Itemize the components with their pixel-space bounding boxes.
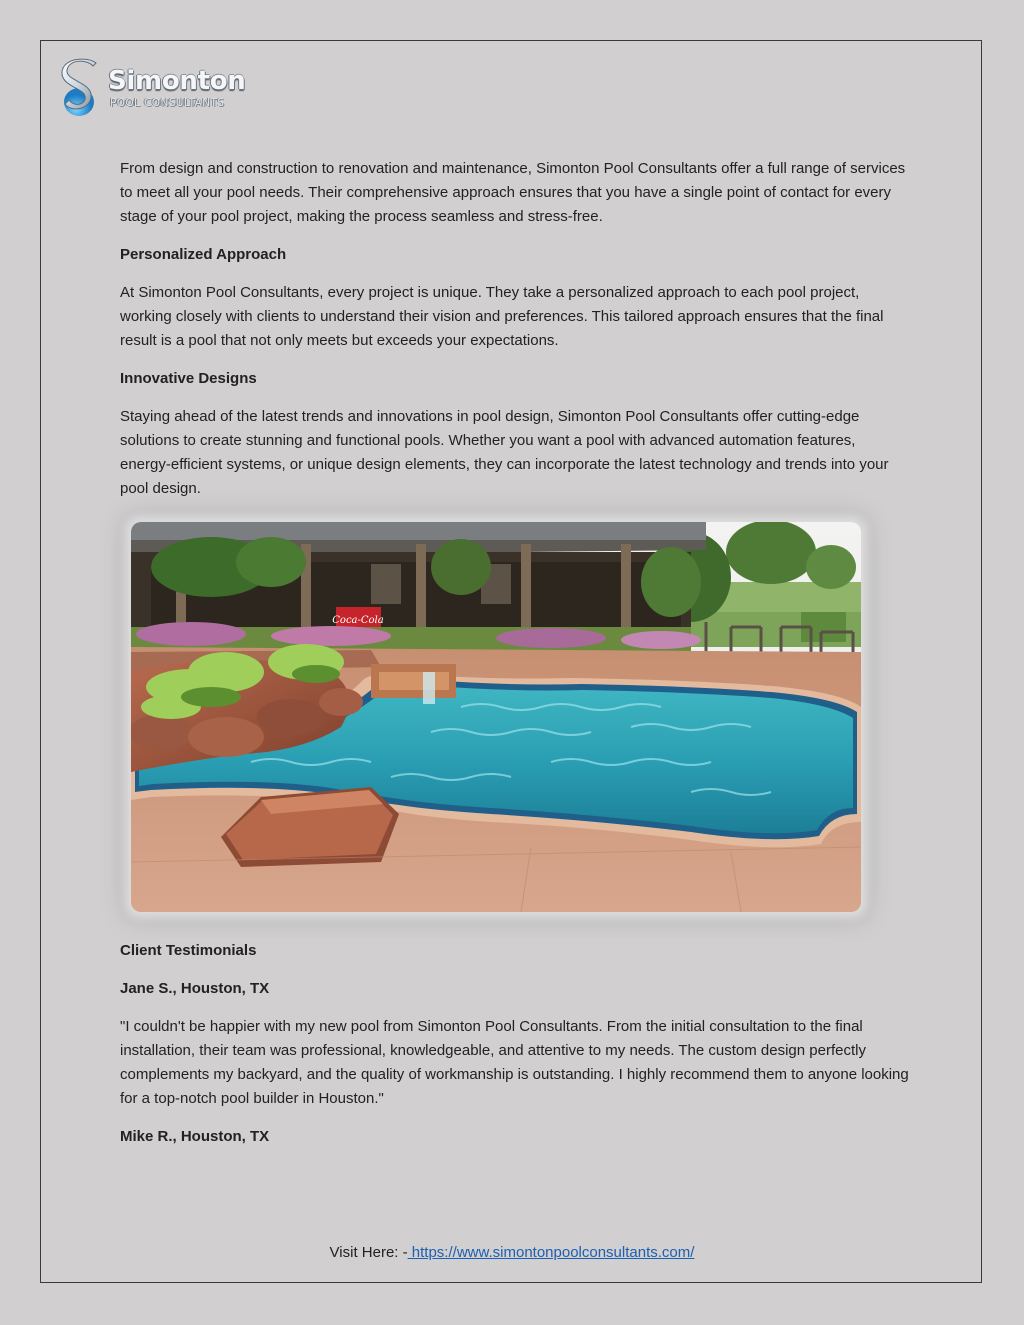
pool-photo	[131, 522, 861, 912]
intro-paragraph: From design and construction to renovation and maintenance, Simonton Pool Consultants offer a full range of services to meet all your pool needs. Their comprehensive approach ensures that you have a single point of contact for every stage of your pool project, making the process seamless and stress-free.	[120, 160, 906, 225]
footer-prefix: Visit Here: -	[329, 1244, 408, 1261]
pool-illustration	[131, 522, 861, 912]
section-heading: Personalized Approach	[120, 246, 287, 263]
section-paragraph: Staying ahead of the latest trends and innovations in pool design, Simonton Pool Consultants offer cutting-edge solutions to create stunning and functional pools. Whether you want a pool with advanced automation features, energy-efficient systems, or unique design elements, they can incorporate the latest technology and trends into your pool design.	[120, 408, 889, 497]
article-body	[120, 157, 910, 515]
testimonial-author: Mike R., Houston, TX	[120, 1128, 270, 1145]
testimonial-author: Jane S., Houston, TX	[120, 980, 270, 997]
logo-wordmark: Simonton	[108, 66, 246, 96]
s-logo-icon	[61, 58, 101, 118]
footer	[0, 1241, 1024, 1265]
section-heading: Innovative Designs	[120, 370, 257, 387]
logo-tagline: POOL CONSULTANTS	[110, 97, 225, 109]
section-paragraph: At Simonton Pool Consultants, every project is unique. They take a personalized approach to each pool project, working closely with clients to understand their vision and preferences. This tailored approach ensures that the final result is a pool that not only meets but exceeds your expectations.	[120, 284, 884, 349]
testimonials-heading: Client Testimonials	[120, 942, 257, 959]
testimonials-section	[120, 939, 910, 1163]
website-link[interactable]: https://www.simontonpoolconsultants.com/	[407, 1244, 695, 1261]
company-logo	[61, 58, 246, 120]
sign-text: Coca-Cola	[332, 615, 384, 626]
testimonial-quote: "I couldn't be happier with my new pool from Simonton Pool Consultants. From the initial consultation to the final installation, their team was professional, knowledgeable, and attentive to my needs. The custom design perfectly complements my backyard, and the quality of workmanship is outstanding. I highly recommend them to anyone looking for a top-notch pool builder in Houston."	[120, 1018, 909, 1107]
